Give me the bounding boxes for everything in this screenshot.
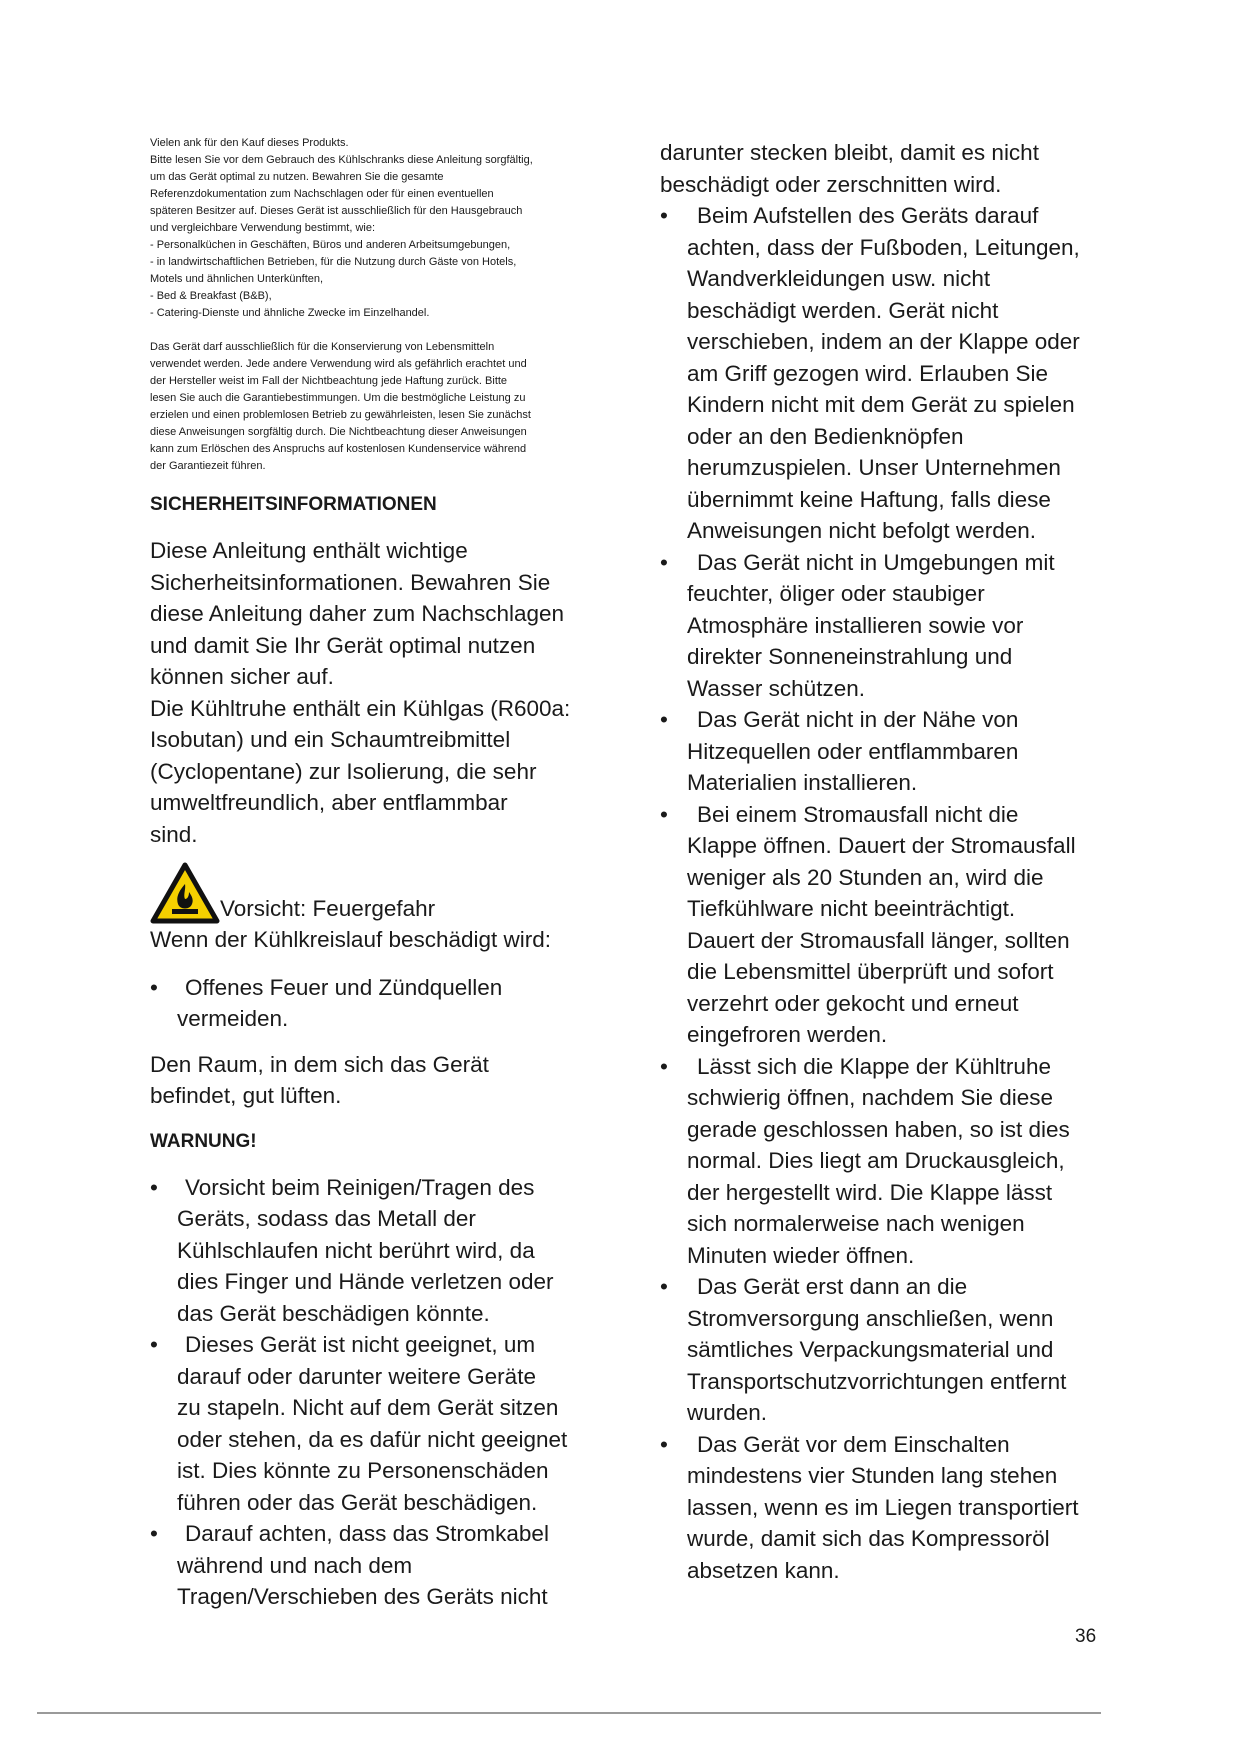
usage-line: diese Anweisungen sorgfältig durch. Die Nichtbeachtung dieser Anweisungen [150,426,527,438]
list-item [150,972,590,1035]
text-line: Dauert der Stromausfall länger, sollten [687,927,1070,953]
text-line: sind. [150,821,198,847]
intro-line: späteren Besitzer auf. Dieses Gerät ist ausschließlich für den Hausgebrauch [150,205,523,217]
text-line: während und nach dem [177,1552,413,1578]
intro-line: Referenzdokumentation zum Nachschlagen oder für einen eventuellen [150,188,494,200]
text-line: Transportschutzvorrichtungen entfernt [687,1368,1067,1394]
safety-heading: SICHERHEITSINFORMATIONEN [150,494,437,515]
usage-line: lesen Sie auch die Garantiebestimmungen. Um die bestmögliche Leistung zu [150,392,526,404]
text-line: Klappe öffnen. Dauert der Stromausfall [687,833,1076,858]
text-line: Kindern nicht mit dem Gerät zu spielen [687,392,1075,417]
text-line: Beim Aufstellen des Geräts darauf [697,203,1039,228]
text-line: Sicherheitsinformationen. Bewahren Sie [150,569,551,595]
intro-line: - Bed & Breakfast (B&B), [150,290,272,302]
text-line: oder an den Bedienknöpfen [687,423,964,449]
bullet-icon: • [660,801,668,827]
list-item [660,547,1110,705]
text-line: normal. Dies liegt am Druckausgleich, [687,1148,1065,1173]
text-line: Das Gerät erst dann an die [697,1274,968,1299]
text-line: befindet, gut lüften. [150,1083,342,1108]
intro-line: Motels und ähnlichen Unterkünften, [150,273,324,285]
text-line: sich normalerweise nach wenigen [687,1211,1025,1236]
text-line: schwierig öffnen, nachdem Sie diese [687,1085,1054,1110]
text-line: Anweisungen nicht befolgt werden. [687,518,1036,543]
warning-bullet-list [150,1172,590,1613]
text-line: können sicher auf. [150,664,334,689]
text-line: Dieses Gerät ist nicht geeignet, um [185,1332,536,1357]
bullet-icon: • [660,1053,668,1079]
text-line: herumzuspielen. Unser Unternehmen [687,455,1061,480]
text-line: darunter stecken bleibt, damit es nicht [660,140,1039,165]
text-line: dies Finger und Hände verletzen oder [177,1269,554,1294]
right-bullet-list [660,200,1110,1586]
bullet-icon: • [660,707,668,732]
text-line: Offenes Feuer und Zündquellen [185,974,503,1000]
text-line: Das Gerät nicht in Umgebungen mit [697,549,1055,575]
text-line: übernimmt keine Haftung, falls diese [687,486,1051,512]
text-line: Die Kühltruhe enthält ein Kühlgas (R600a: [150,695,571,721]
usage-line: kann zum Erlöschen des Anspruchs auf kostenlosen Kundenservice während [150,443,527,455]
text-line: Das Gerät vor dem Einschalten [697,1431,1010,1457]
intro-line: - in landwirtschaftlichen Betrieben, für die Nutzung durch Gäste von Hotels, [150,256,517,268]
text-line: umweltfreundlich, aber entflammbar [150,790,508,815]
bullet-icon: • [150,974,158,1000]
text-line: eingefroren werden. [687,1022,888,1047]
text-line: das Gerät beschädigen könnte. [177,1300,490,1326]
text-line: darauf oder darunter weitere Geräte [177,1363,536,1389]
warning-heading: WARNUNG! [150,1130,257,1152]
bullet-icon: • [150,1521,158,1546]
text-line: sämtliches Verpackungsmaterial und [687,1337,1054,1362]
text-line: Diese Anleitung enthält wichtige [150,538,468,563]
text-line: vermeiden. [177,1006,289,1031]
bullet-icon: • [660,549,668,575]
text-line: Kühlschlaufen nicht berührt wird, da [177,1237,535,1263]
text-line: beschädigt oder zerschnitten wird. [660,171,1002,197]
bullet-icon: • [150,1332,158,1357]
text-line: beschädigt werden. Gerät nicht [687,297,999,323]
bullet-icon: • [150,1174,158,1200]
list-item [660,799,1110,1051]
text-line: mindestens vier Stunden lang stehen [687,1463,1058,1488]
text-line: Das Gerät nicht in der Nähe von [697,707,1019,732]
text-line: Vorsicht beim Reinigen/Tragen des [185,1174,535,1200]
page-number: 36 [1075,1626,1097,1647]
text-line: Den Raum, in dem sich das Gerät [150,1051,489,1077]
text-line: Atmosphäre installieren sowie vor [687,612,1024,638]
text-line: oder stehen, da es dafür nicht geeignet [177,1426,568,1452]
text-line: wurde, damit sich das Kompressoröl [687,1526,1050,1551]
text-line: Geräts, sodass das Metall der [177,1206,476,1231]
usage-line: verwendet werden. Jede andere Verwendung wird als gefährlich erachtet und [150,358,527,370]
usage-line: erzielen und einen problemlosen Betrieb zu gewährleisten, lesen Sie zunächst [150,409,531,421]
text-line: Wandverkleidungen usw. nicht [687,266,991,291]
continuation-paragraph [660,137,1110,200]
text-line: diese Anleitung daher zum Nachschlagen [150,601,565,626]
list-item [150,1518,590,1613]
text-line: gerade geschlossen haben, so ist dies [687,1116,1070,1142]
left-column [150,135,590,1613]
text-line: zu stapeln. Nicht auf dem Gerät sitzen [177,1395,559,1420]
text-line: verzehrt oder gekocht und erneut [687,990,1019,1016]
fire-bullet-list [150,972,590,1035]
flammable-warning-icon [150,862,220,924]
intro-line: - Personalküchen in Geschäften, Büros und anderen Arbeitsumgebungen, [150,239,511,251]
text-line: absetzen kann. [687,1557,840,1583]
footer-divider [37,1712,1101,1714]
text-line: und damit Sie Ihr Gerät optimal nutzen [150,632,536,658]
intro-line: - Catering-Dienste und ähnliche Zwecke im Einzelhandel. [150,307,430,319]
bullet-icon: • [660,1274,668,1299]
intro-line: Bitte lesen Sie vor dem Gebrauch des Kühlschranks diese Anleitung sorgfältig, [150,154,533,166]
text-line: Hitzequellen oder entflammbaren [687,738,1019,764]
intro-line: und vergleichbare Verwendung bestimmt, wie: [150,222,376,234]
text-line: Darauf achten, dass das Stromkabel [185,1521,549,1546]
text-line: Bei einem Stromausfall nicht die [697,801,1019,827]
text-line: wurden. [687,1400,768,1425]
text-line: Materialien installieren. [687,770,918,795]
list-item [660,200,1110,547]
text-line: (Cyclopentane) zur Isolierung, die sehr [150,758,537,784]
text-line: weniger als 20 Stunden an, wird die [687,864,1044,890]
text-line: Wasser schützen. [687,675,865,701]
list-item [150,1329,590,1518]
text-line: die Lebensmittel überprüft und sofort [687,959,1054,984]
text-line: verschieben, indem an der Klappe oder [687,329,1080,354]
list-item [660,1429,1110,1587]
list-item [660,1271,1110,1429]
list-item [150,1172,590,1330]
text-line: feuchter, öliger oder staubiger [687,581,985,606]
usage-line: der Garantiezeit führen. [150,460,266,472]
circuit-text: Wenn der Kühlkreislauf beschädigt wird: [150,927,552,952]
bullet-icon: • [660,203,668,228]
text-line: Minuten wieder öffnen. [687,1242,915,1268]
text-line: Tiefkühlware nicht beeinträchtigt. [687,896,1016,921]
right-column [660,137,1110,1586]
fire-warning [150,862,590,924]
intro-line: Vielen ank für den Kauf dieses Produkts. [150,137,349,149]
caution-text: Vorsicht: Feuergefahr [220,895,436,921]
text-line: der hergestellt wird. Die Klappe lässt [687,1179,1053,1205]
intro-line: um das Gerät optimal zu nutzen. Bewahren Sie die gesamte [150,171,444,183]
text-line: am Griff gezogen wird. Erlauben Sie [687,360,1049,386]
text-line: Tragen/Verschieben des Geräts nicht [177,1584,548,1609]
usage-line: Das Gerät darf ausschließlich für die Konservierung von Lebensmitteln [150,341,495,353]
bullet-icon: • [660,1431,668,1457]
text-line: führen oder das Gerät beschädigen. [177,1489,538,1515]
ventilate-paragraph [150,1049,590,1112]
safety-paragraph [150,535,590,850]
list-item [660,1051,1110,1272]
text-line: Stromversorgung anschließen, wenn [687,1305,1054,1331]
usage-line: der Hersteller weist im Fall der Nichtbeachtung jede Haftung zurück. Bitte [150,375,508,387]
text-line: ist. Dies könnte zu Personenschäden [177,1458,549,1483]
text-line: achten, dass der Fußboden, Leitungen, [687,234,1080,260]
text-line: direkter Sonneneinstrahlung und [687,644,1013,669]
text-line: Isobutan) und ein Schaumtreibmittel [150,727,511,752]
intro-paragraph [150,135,590,475]
text-line: lassen, wenn es im Liegen transportiert [687,1494,1079,1520]
text-line: Lässt sich die Klappe der Kühltruhe [697,1053,1051,1079]
list-item [660,704,1110,799]
